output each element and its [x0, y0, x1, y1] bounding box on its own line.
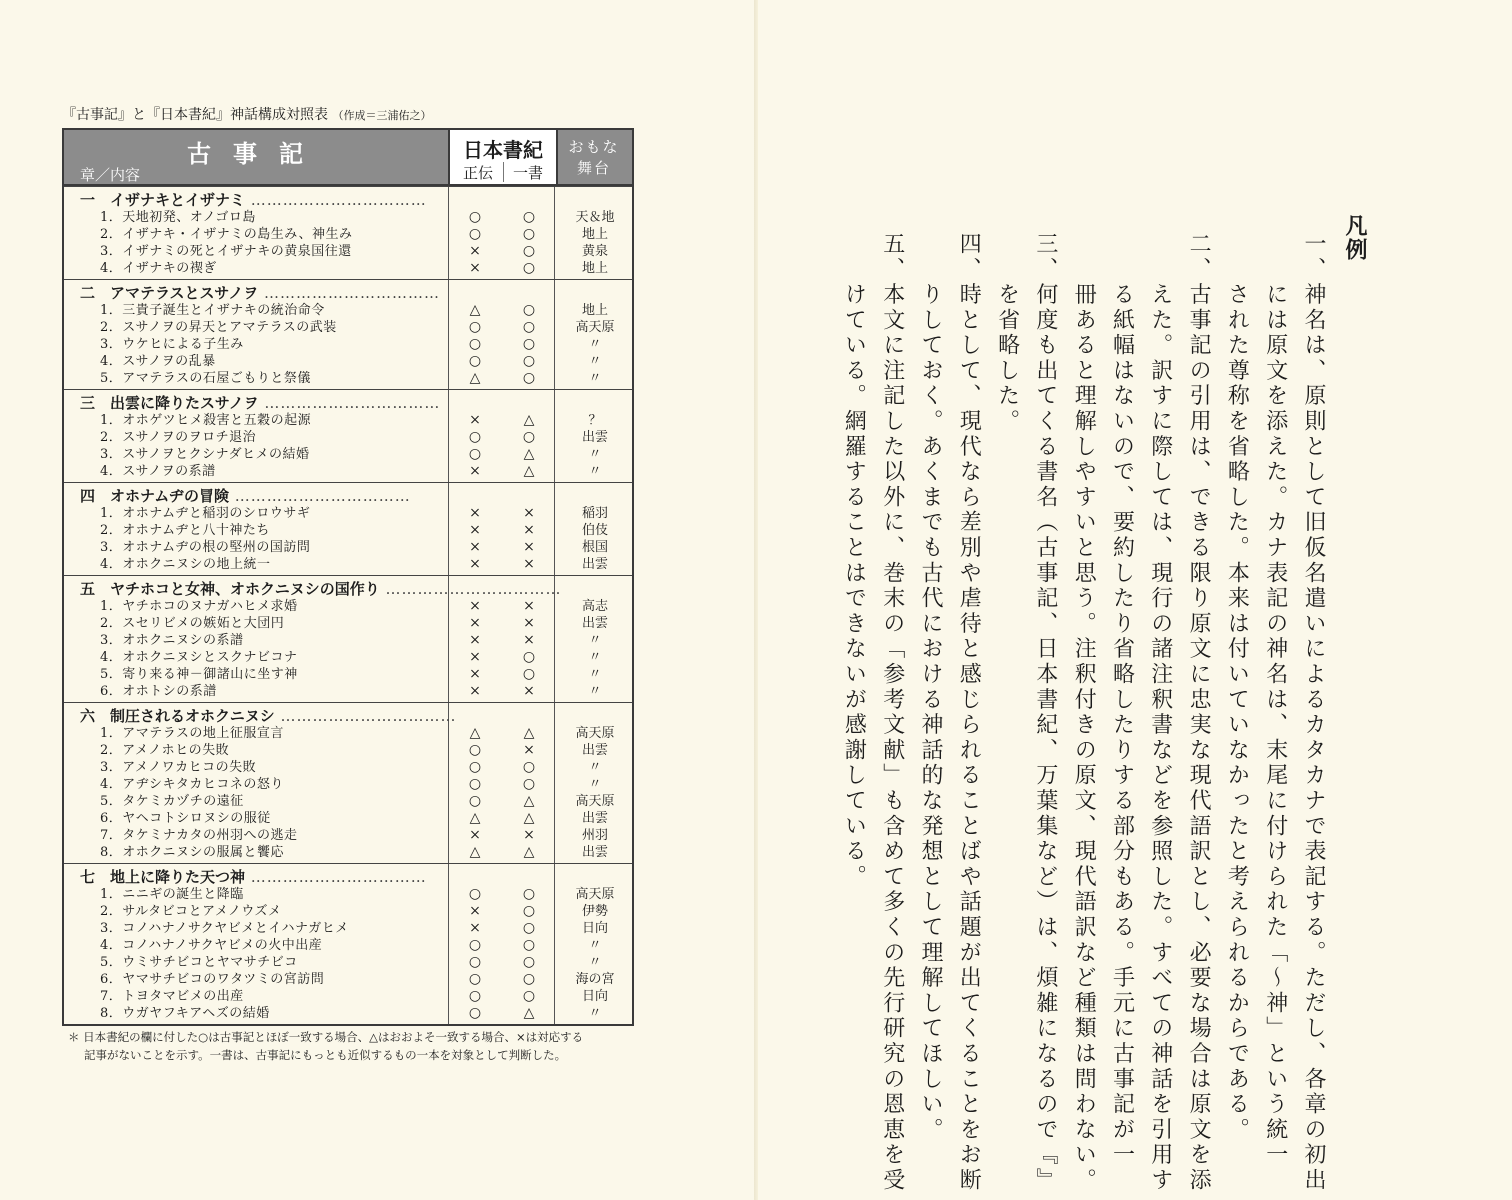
table-row [64, 302, 632, 319]
table-row [64, 971, 632, 988]
issho-mark: × [523, 615, 535, 631]
table-body [64, 186, 632, 1024]
row-content: 2．オホナムヂと八十神たち [100, 523, 270, 538]
note-column: えた。訳すに際しては、現行の諸注釈書などを参照した。すべての神話を引用す [1147, 232, 1173, 1194]
chapter-section [64, 279, 632, 389]
row-content: 3．スサノヲとクシナダヒメの結婚 [100, 447, 310, 462]
notes-heading: 凡例 [1342, 214, 1368, 262]
seiden-mark: ○ [468, 776, 482, 792]
issho-mark: ○ [522, 759, 536, 775]
stage-cell: 〃 [588, 354, 602, 369]
row-content: 6．ヤヘコトシロヌシの服従 [100, 811, 271, 826]
seiden-mark: × [469, 522, 481, 538]
note-column: 三、何度も出てくる書名（古事記、日本書紀、万葉集など）は、煩雑になるので『』 [1032, 232, 1058, 1194]
stage-label-line1: おもな [568, 138, 620, 156]
seiden-mark: × [469, 539, 481, 555]
stage-cell: 日向 [581, 921, 608, 936]
table-row [64, 827, 632, 844]
table-row [64, 446, 632, 463]
table-row [64, 683, 632, 700]
chapter-title-text: 五 ヤチホコと女神、オホクニヌシの国作り [80, 580, 380, 598]
seiden-mark: ○ [468, 226, 482, 242]
table-row [64, 336, 632, 353]
issho-mark: ○ [522, 302, 536, 318]
note-column: 冊あると理解しやすいと思う。注釈付きの原文、現代語訳など種類は問わない。 [1071, 232, 1097, 1194]
row-content: 4．オホクニヌシとスクナビコナ [100, 650, 298, 665]
issho-mark: ○ [522, 776, 536, 792]
note-column: る紙幅はないので、要約したり省略したりする部分もある。手元に古事記が一 [1109, 232, 1135, 1169]
seiden-mark: ○ [468, 209, 482, 225]
row-content: 6．オホトシの系譜 [100, 684, 217, 699]
table-row [64, 556, 632, 573]
stage-cell: 〃 [588, 667, 602, 682]
caption-credit: （作成＝三浦佑之） [332, 109, 432, 122]
row-content: 1．天地初発、オノゴロ島 [100, 210, 256, 225]
table-row [64, 412, 632, 429]
stage-cell: ？ [588, 413, 602, 428]
stage-cell: 〃 [588, 777, 602, 792]
note-column: 五、本文に注記した以外に、巻末の「参考文献」も含めて多くの先行研究の恩恵を受 [879, 232, 905, 1194]
seiden-mark: △ [469, 844, 481, 860]
table-row [64, 463, 632, 480]
issho-mark: △ [523, 810, 535, 826]
table-row [64, 742, 632, 759]
issho-mark: × [523, 556, 535, 572]
table-row [64, 429, 632, 446]
stage-cell: 稲羽 [581, 506, 608, 521]
issho-mark: △ [523, 412, 535, 428]
nihonshoki-header [448, 130, 558, 184]
table-row [64, 209, 632, 226]
issho-mark: × [523, 742, 535, 758]
row-content: 1．アマテラスの地上征服宣言 [100, 726, 284, 741]
caption-title: 『古事記』と『日本書紀』神話構成対照表 [62, 107, 328, 123]
issho-mark: △ [523, 1005, 535, 1021]
seiden-mark: × [469, 260, 481, 276]
issho-mark: ○ [522, 937, 536, 953]
row-content: 4．アヂシキタカヒコネの怒り [100, 777, 284, 792]
row-content: 2．イザナキ・イザナミの島生み、神生み [100, 227, 353, 242]
stage-cell: 出雲 [581, 743, 608, 758]
seiden-mark: ○ [468, 971, 482, 987]
stage-cell: 海の宮 [575, 972, 615, 987]
stage-cell: 〃 [588, 938, 602, 953]
stage-cell: 高天原 [575, 320, 615, 335]
seiden-mark: ○ [468, 937, 482, 953]
stage-cell: 〃 [588, 760, 602, 775]
note-column: には原文を添えた。カナ表記の神名は、末尾に付けられた「～神」という統一 [1262, 232, 1288, 1169]
row-content: 7．トヨタマビメの出産 [100, 989, 244, 1004]
note-column: を省略した。 [994, 232, 1020, 435]
seiden-mark: ○ [468, 319, 482, 335]
row-content: 5．寄り来る神－御諸山に坐す神 [100, 667, 298, 682]
kojiki-title: 古事記 [187, 139, 325, 168]
chapter-title-text: 四 オホナムヂの冒険 [80, 487, 229, 505]
chapter-section [64, 389, 632, 482]
note-column: 四、時として、現代なら差別や虐待と感じられることばや話題が出てくることをお断 [956, 232, 982, 1194]
table-row [64, 725, 632, 742]
stage-cell: 〃 [588, 337, 602, 352]
stage-cell: 地上 [581, 303, 608, 318]
row-content: 4．スサノヲの乱暴 [100, 354, 216, 369]
leader-dots: …………………………… [228, 487, 411, 505]
issho-mark: △ [523, 463, 535, 479]
table-row [64, 649, 632, 666]
seiden-mark: △ [469, 370, 481, 386]
table-row [64, 776, 632, 793]
table-row [64, 632, 632, 649]
row-content: 7．タケミナカタの州羽への逃走 [100, 828, 298, 843]
table-row [64, 370, 632, 387]
chapter-title-text: 二 アマテラスとスサノヲ [80, 284, 259, 302]
stage-cell: 地上 [581, 261, 608, 276]
leader-dots: …………………………… [274, 707, 457, 725]
table-row [64, 522, 632, 539]
chapter-section [64, 863, 632, 1024]
seiden-mark: × [469, 556, 481, 572]
chapter-section [64, 186, 632, 279]
stage-cell: 高天原 [575, 726, 615, 741]
seiden-mark: ○ [468, 954, 482, 970]
issho-mark: × [523, 827, 535, 843]
issho-mark: × [523, 683, 535, 699]
chapter-title [64, 487, 632, 505]
leader-dots: …………………………… [258, 284, 440, 302]
row-content: 1．ニニギの誕生と降臨 [100, 887, 244, 902]
stage-cell: 出雲 [581, 557, 608, 572]
row-content: 1．ヤチホコのヌナガハヒメ求婚 [100, 599, 298, 614]
note-column: 二、古事記の引用は、できる限り原文に忠実な現代語訳とし、必要な場合は原文を添 [1186, 232, 1212, 1194]
row-content: 1．オホゲツヒメ殺害と五穀の起源 [100, 413, 312, 428]
seiden-mark: × [469, 827, 481, 843]
row-content: 3．オホクニヌシの系譜 [100, 633, 244, 648]
table-row [64, 260, 632, 277]
stage-cell: 〃 [588, 447, 602, 462]
seiden-mark: ○ [468, 336, 482, 352]
chapter-title [64, 284, 632, 302]
table-row [64, 793, 632, 810]
row-content: 8．ウガヤフキアヘズの結婚 [100, 1006, 270, 1021]
issho-mark: ○ [522, 243, 536, 259]
issho-mark: ○ [522, 954, 536, 970]
issho-mark: △ [523, 446, 535, 462]
chapter-title-text: 一 イザナキとイザナミ [80, 191, 246, 209]
stage-cell: 伯伎 [581, 523, 608, 538]
row-content: 5．タケミカヅチの遠征 [100, 794, 244, 809]
stage-cell: 〃 [588, 1006, 602, 1021]
note-column: けている。網羅することはできないが感謝している。 [841, 232, 867, 890]
row-content: 4．コノハナノサクヤビメの火中出産 [100, 938, 323, 953]
stage-cell: 〃 [588, 633, 602, 648]
row-content: 1．オホナムヂと稲羽のシロウサギ [100, 506, 311, 521]
seiden-mark: △ [469, 302, 481, 318]
seiden-mark: × [469, 632, 481, 648]
comparison-table [62, 128, 634, 1026]
leader-dots: …………………………… [258, 394, 441, 412]
issho-mark: △ [523, 725, 535, 741]
issho-mark: ○ [522, 209, 536, 225]
seiden-mark: ○ [468, 353, 482, 369]
table-row [64, 810, 632, 827]
table-row [64, 988, 632, 1005]
row-content: 4．オホクニヌシの地上統一 [100, 557, 271, 572]
leader-dots: …………………………… [245, 191, 427, 209]
table-row [64, 598, 632, 615]
table-row [64, 505, 632, 522]
table-row [64, 1005, 632, 1022]
seiden-mark: △ [469, 725, 481, 741]
seiden-mark: ○ [468, 446, 482, 462]
nihonshoki-title: 日本書紀 [463, 138, 543, 162]
issho-mark: × [523, 598, 535, 614]
row-content: 2．サルタビコとアメノウズメ [100, 904, 282, 919]
issho-mark: ○ [522, 971, 536, 987]
row-content: 2．スサノヲの昇天とアマテラスの武装 [100, 320, 337, 335]
issho-mark: ○ [522, 336, 536, 352]
issho-mark: ○ [522, 429, 536, 445]
table-row [64, 954, 632, 971]
stage-cell: 出雲 [581, 616, 608, 631]
note-column: された尊称を省略した。本来は付いていなかったと考えられるからである。 [1224, 232, 1250, 1143]
issho-mark: ○ [522, 649, 536, 665]
seiden-mark: ○ [468, 759, 482, 775]
seiden-mark: △ [469, 810, 481, 826]
stage-cell: 日向 [581, 989, 608, 1004]
row-content: 4．イザナキの禊ぎ [100, 261, 217, 276]
row-content: 5．ウミサチビコとヤマサチビコ [100, 955, 298, 970]
stage-label-line2: 舞台 [576, 159, 611, 177]
stage-cell: 高天原 [575, 887, 615, 902]
table-row [64, 903, 632, 920]
table-row [64, 666, 632, 683]
chapter-title [64, 868, 632, 886]
issho-mark: × [523, 505, 535, 521]
table-row [64, 539, 632, 556]
issho-mark: × [523, 522, 535, 538]
seiden-mark: ○ [468, 742, 482, 758]
table-row [64, 937, 632, 954]
issho-mark: ○ [522, 666, 536, 682]
seiden-mark: ○ [468, 988, 482, 1004]
table-row [64, 759, 632, 776]
stage-cell: 出雲 [581, 430, 608, 445]
note-column: りしておく。あくまでも古代における神話的な発想として理解してほしい。 [918, 232, 943, 1143]
stage-cell: 黄泉 [581, 244, 608, 259]
row-content: 3．アメノワカヒコの失敗 [100, 760, 257, 775]
seiden-mark: × [469, 903, 481, 919]
stage-cell: 出雲 [581, 845, 608, 860]
stage-cell: 〃 [588, 684, 602, 699]
row-content: 8．オホクニヌシの服属と饗応 [100, 845, 285, 860]
chapter-content-label: 章／内容 [80, 166, 141, 184]
chapter-title [64, 707, 632, 725]
issho-mark: ○ [522, 260, 536, 276]
row-content: 3．コノハナノサクヤビメとイハナガヒメ [100, 921, 349, 936]
stage-cell: 〃 [588, 955, 602, 970]
seiden-mark: × [469, 412, 481, 428]
stage-cell: 州羽 [581, 828, 608, 843]
table-caption [62, 104, 431, 124]
chapter-title [64, 394, 632, 412]
stage-cell: 根国 [581, 540, 608, 555]
row-content: 3．ウケヒによる子生み [100, 337, 244, 352]
table-row [64, 920, 632, 937]
footnote-line-1: ＊ 日本書紀の欄に付した○は古事記とほぼ一致する場合、△はおおよそ一致する場合、×は対応する [68, 1030, 584, 1044]
stage-header [556, 130, 632, 184]
table-row [64, 844, 632, 861]
seiden-mark: × [469, 683, 481, 699]
seiden-mark: × [469, 615, 481, 631]
row-content: 3．イザナミの死とイザナキの黄泉国往還 [100, 244, 352, 259]
chapter-title [64, 580, 632, 598]
table-footnote [68, 1028, 583, 1064]
row-content: 2．アメノホヒの失敗 [100, 743, 230, 758]
seiden-mark: × [469, 920, 481, 936]
issho-mark: × [523, 632, 535, 648]
issho-mark: ○ [522, 353, 536, 369]
note-column: 一、神名は、原則として旧仮名遣いによるカタカナで表記する。ただし、各章の初出 [1301, 232, 1326, 1194]
chapter-title-text: 六 制圧されるオホクニヌシ [80, 707, 275, 725]
table-row [64, 243, 632, 260]
table-row [64, 353, 632, 370]
issho-mark: ○ [522, 319, 536, 335]
leader-dots: …………………………… [379, 580, 562, 598]
issho-mark: × [523, 539, 535, 555]
table-header [64, 130, 632, 186]
stage-cell: 地上 [581, 227, 608, 242]
chapter-title-text: 三 出雲に降りたスサノヲ [80, 394, 259, 412]
seiden-label: 正伝 [462, 164, 493, 182]
row-content: 5．アマテラスの石屋ごもりと祭儀 [100, 371, 311, 386]
issho-label: 一書 [512, 164, 543, 182]
seiden-mark: × [469, 666, 481, 682]
table-row [64, 615, 632, 632]
seiden-mark: × [469, 505, 481, 521]
issho-mark: ○ [522, 988, 536, 1004]
issho-mark: ○ [522, 903, 536, 919]
chapter-title-text: 七 地上に降りた天つ神 [80, 868, 246, 886]
footnote-line-2: 記事がないことを示す。一書は、古事記にもっとも近似するもの一本を対象として判断した。 [84, 1048, 567, 1062]
issho-mark: ○ [522, 886, 536, 902]
seiden-mark: ○ [468, 793, 482, 809]
row-content: 3．オホナムヂの根の堅州の国訪問 [100, 540, 311, 555]
seiden-mark: ○ [468, 429, 482, 445]
stage-cell: 〃 [588, 464, 602, 479]
seiden-mark: × [469, 649, 481, 665]
stage-cell: 天＆地 [575, 210, 615, 225]
chapter-title [64, 191, 632, 209]
chapter-section [64, 575, 632, 702]
table-row [64, 886, 632, 903]
chapter-section [64, 482, 632, 575]
seiden-mark: × [469, 598, 481, 614]
row-content: 4．スサノヲの系譜 [100, 464, 216, 479]
stage-cell: 高志 [581, 599, 608, 614]
row-content: 2．スセリビメの嫉妬と大団円 [100, 616, 285, 631]
kojiki-header [64, 130, 448, 184]
seiden-mark: × [469, 463, 481, 479]
stage-cell: 出雲 [581, 811, 608, 826]
row-content: 6．ヤマサチビコのワタツミの宮訪問 [100, 972, 325, 987]
stage-cell: 〃 [588, 371, 602, 386]
seiden-mark: ○ [468, 1005, 482, 1021]
stage-cell: 高天原 [575, 794, 615, 809]
chapter-section [64, 702, 632, 863]
issho-mark: ○ [522, 370, 536, 386]
issho-mark: △ [523, 793, 535, 809]
table-row [64, 319, 632, 336]
stage-cell: 伊勢 [581, 904, 608, 919]
seiden-mark: × [469, 243, 481, 259]
issho-mark: ○ [522, 226, 536, 242]
table-row [64, 226, 632, 243]
issho-mark: ○ [522, 920, 536, 936]
issho-mark: △ [523, 844, 535, 860]
row-content: 1．三貴子誕生とイザナキの統治命令 [100, 303, 325, 318]
leader-dots: …………………………… [245, 868, 427, 886]
stage-cell: 〃 [588, 650, 602, 665]
seiden-mark: ○ [468, 886, 482, 902]
row-content: 2．スサノヲのヲロチ退治 [100, 430, 257, 445]
